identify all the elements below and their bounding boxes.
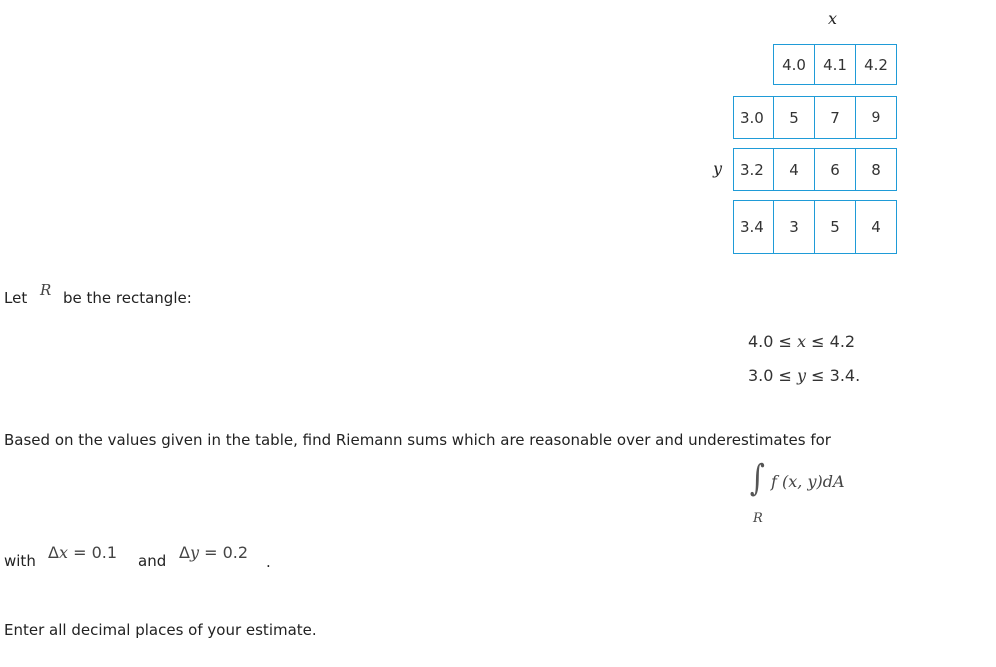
- table-cell: 9: [855, 96, 897, 139]
- x-upper-bound: 4.2: [829, 332, 856, 351]
- delta-symbol-icon: Δ: [48, 543, 59, 562]
- x-lower-bound: 4.0: [748, 332, 774, 351]
- delta-x: Δx = 0.1: [48, 543, 118, 562]
- table-cell: 5: [814, 200, 856, 254]
- x-inequality: 4.0 ≤ x ≤ 4.2: [748, 332, 856, 351]
- x-header-cell: 4.0: [773, 44, 815, 85]
- table-cell: 8: [855, 148, 897, 191]
- instruction-text: Enter all decimal places of your estimate.: [4, 621, 317, 639]
- delta-x-variable: x: [58, 543, 68, 562]
- table-cell: 4: [773, 148, 815, 191]
- x-axis-label: x: [828, 9, 838, 28]
- y-variable: y: [797, 366, 807, 385]
- y-lower-bound: 3.0: [748, 366, 774, 385]
- y-upper-bound: 3.4.: [829, 366, 861, 385]
- integral-sign-icon: ∫: [749, 458, 765, 499]
- y-inequality: 3.0 ≤ y ≤ 3.4.: [748, 366, 861, 385]
- y-axis-label: y: [713, 159, 723, 178]
- with-text: with: [4, 552, 36, 570]
- y-header-cell: 3.4: [733, 200, 774, 254]
- delta-y: Δy = 0.2: [179, 543, 249, 562]
- x-header-cell: 4.1: [814, 44, 856, 85]
- delta-y-variable: y: [189, 543, 199, 562]
- be-rectangle-text: be the rectangle:: [63, 289, 192, 307]
- integral-region: R: [753, 511, 763, 526]
- table-cell: 3: [773, 200, 815, 254]
- table-cell: 5: [773, 96, 815, 139]
- delta-symbol-icon: Δ: [179, 543, 190, 562]
- sentence-period: .: [266, 553, 271, 571]
- let-text: Let: [4, 289, 28, 307]
- table-cell: 6: [814, 148, 856, 191]
- delta-x-value: 0.1: [91, 543, 118, 562]
- x-header-cell: 4.2: [855, 44, 897, 85]
- table-cell: 7: [814, 96, 856, 139]
- and-text: and: [138, 552, 167, 570]
- region-symbol: R: [40, 281, 52, 299]
- table-cell: 4: [855, 200, 897, 254]
- y-header-cell: 3.0: [733, 96, 774, 139]
- question-text: Based on the values given in the table, find Riemann sums which are reasonable over and underestimates for: [4, 431, 831, 449]
- integrand: f (x, y)dA: [771, 472, 845, 491]
- y-header-cell: 3.2: [733, 148, 774, 191]
- x-variable: x: [797, 332, 807, 351]
- delta-y-value: 0.2: [222, 543, 249, 562]
